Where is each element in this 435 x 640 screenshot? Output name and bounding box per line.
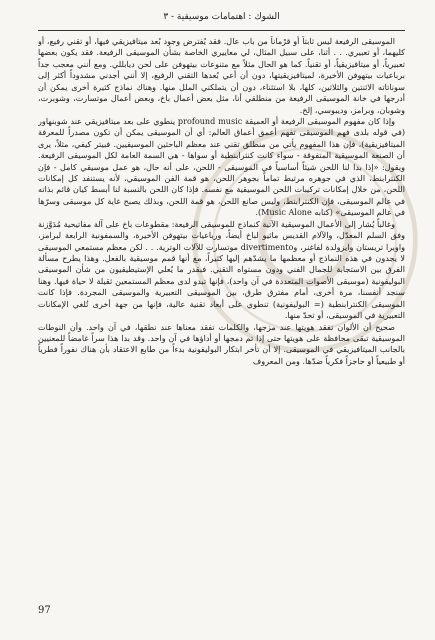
body-text bbox=[38, 36, 405, 606]
paragraph: صحيح أن الألوان تفقد هويتها عند مزجها، والكلمات تفقد معناها عند نطقها، في آن واحد. وأن النوطات الموسيقية تبقى محافظة على هويتها حتى إذا تم دمجها أو أداؤها في آن واحد. وقد بدا هذا سراً غامضاً للمعنيين بالجانب الميتافيزيقي في الموسيقى. إلا أن تأخر ابتكار البوليفونية بدءاً من طابع الاعتقاد بأن هناك نفوراً فطرياً أو طبيعياً أو حاجزاً فكرياً ضدّها. ومن المعروف bbox=[38, 321, 405, 366]
header-rule bbox=[38, 30, 405, 31]
running-header: الشوك : اهتمامات موسيقية - ٣ bbox=[163, 12, 280, 22]
paragraph: وإذا كان مفهوم الموسيقى الرفيعة أو العميقة profound music ينطوي على بعد ميتافيزيقي عند شوبنهاور (في قوله بلدى فهم الموسيقى تفهم أعمق أعماق العالم: أي أن الموسيقى يمكن أن تكون مصدراً للمعرفة الميتافيزيقية)، فإن هذا المفهوم يأتي من منطلق تقني عند معظم الباحثين الموسيقيين. فبيتر كيفي، مثلاً، يرى أن الصنعة الموسيقية المتفوقة - سواء كانت كنترابنطية أو سواها - هي السمة العامة لكل الموسيقى الرفيعة. ويقول: «إذا بدا لنا اللحن شيئاً أساسياً في الموسيقى - اللحن، على أنه حال، هو عمل موسيقي كامل - فإن الكنترابنط، الذي في جوهره مرتبط تماماً بجوهر اللحن، هو قمة الفن الموسيقي، لأنه يستنفد كل إمكانات اللحن، من خلال إمكانات تركيبات اللحن الموسيقية مع نفسه. فإذا كان اللحن بالنسبة لنا أبسط كيان قائم بذاته في عالم الموسيقى، فإن الكنترابنط، وليس صانع اللحن، هو قمة اللحن، وبذلك يصبح غاية كل موسيقى وسرّها في عالم الموسيقى» (كتابه Music Alone). bbox=[38, 115, 405, 218]
paragraph: الموسيقى الرفيعة ليس ثابتاً أو قرْماناً من باب عال. فقد يُفترض وجود بُعد ميتافيزيقي فيها، أو تقني رفيع، أو كليهما، أو تعبيري. . . أثنا، على سبيل المثال، لي معاييري الخاصة بشأن الموسيقى الرفيعة. فقد يكون بعضها تعبيرياً، أو ميتافيزيقياً، أو تقنياً. كما هو الحال مثلاً مع متنوعات بيتهوفن على لحن ديابللي. ومع أنني معجب جداً برباعيات بيتهوفن الأخيرة، لميتافيزيقيتها، دون أن أعي بُعدها التقني الرفيع، إلا أنني أجدني مشدوداً أكثر إلى سوناتاته الاثنتين والثلاثين، كلها، بلا استثناء، دون أن يتملكني الملل منها. وهناك نماذج كثيرة أخرى يمكن أن أدرجها في خانة الموسيقى الرفيعة من منطلقي أنا، مثل بعض أعمال باخ، وبعض أعمال موتسارت، وشوبرت، وشوبان، وبرامز، وديبوسي، إلخ. bbox=[38, 36, 405, 115]
page-number: 97 bbox=[38, 605, 51, 616]
paragraph: وغالباً يُشار إلى الأعمال الموسيقية الآتية كنماذج للموسيقى الرفيعة: مقطوعات باخ على آلة مفاتيحية مُدَوَّزنة وفق السلم المعدّل، والآلام القديس ماثيو لباخ أيضاً، ورباعيات بيتهوفن الأخيرة، والسمفونية الرابعة لبرامز، واوبرا تريستان وايزولدة لفاغنر، وdivertimento موتسارت للآلات الوترية. . . لكن معظم مستمعي الموسيقى لا يجدون في هذه النماذج أو معظمها ما يشدّهم إليها كثيراً، مع أنها قمم موسيقية بالفعل. وهذا يطرح مسألة الفرق بين الاستجابة للجمال الفني ودون مستواه التقني. فبقدر ما يُعلي الإستيطيقيون من شأن الموسيقى البوليفونية (موسيقى الأصوات المتعددة في آن واحد)، فإنها تبدو لدى معظم المستمعين ثقيلة لا حياة فيها. وهنا سنجد أنفسنا، مرة أخرى، أمام مفترق طرق، بين الموسيقى التعبيرية والموسيقى المجردة. فإذا كانت الموسيقى الكنترابنطية (= البوليفونية) تنطوي على أبعاد تقنية عالية، فإنها من جهة أخرى تُلغي الإمكانات التعبيرية في الموسيقى، أو تحدّ منها. bbox=[38, 218, 405, 321]
